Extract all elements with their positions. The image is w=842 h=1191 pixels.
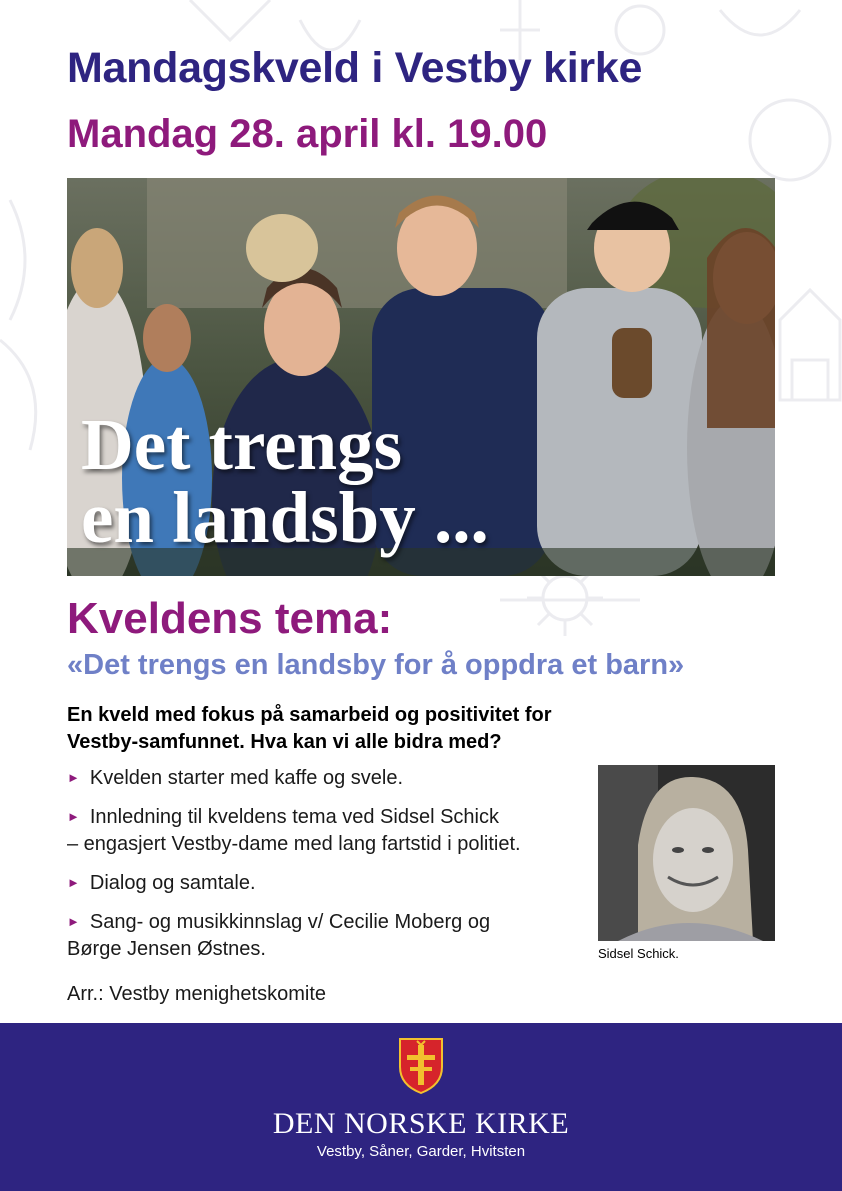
photo-headline-line2: en landsby ... [81, 477, 489, 558]
intro-line2: Vestby-samfunnet. Hva kan vi alle bidra med? [67, 731, 502, 753]
church-cross-shield-icon [398, 1037, 444, 1095]
program-list [67, 764, 587, 974]
hero-photo [67, 178, 775, 576]
church-name: DEN NORSKE KIRKE [272, 1107, 570, 1140]
page-title: Mandagskveld i Vestby kirke [67, 44, 643, 92]
list-item: ► Dialog og samtale. [67, 872, 256, 894]
theme-heading: Kveldens tema: [67, 594, 393, 643]
speaker-portrait [598, 765, 775, 941]
portrait-illustration [598, 765, 775, 941]
triangle-right-icon: ► [67, 875, 80, 890]
event-date-time: Mandag 28. april kl. 19.00 [67, 112, 548, 156]
organizer-text: Arr.: Vestby menighetskomite [67, 983, 327, 1005]
intro-line1: En kveld med fokus på samarbeid og positivitet for [67, 704, 552, 726]
footer-banner [0, 1023, 842, 1191]
photo-headline-line1: Det trengs [81, 404, 402, 485]
intro-text [67, 702, 707, 756]
parish-list: Vestby, Såner, Garder, Hvitsten [316, 1143, 526, 1160]
photo-headline [81, 404, 489, 558]
list-item: ► Sang- og musikkinnslag v/ Cecilie Moberg og Børge Jensen Østnes. [67, 911, 491, 960]
theme-quote: «Det trengs en landsby for å oppdra et barn» [67, 649, 685, 681]
triangle-right-icon: ► [67, 914, 80, 929]
list-item: ► Kvelden starter med kaffe og svele. [67, 767, 404, 789]
triangle-right-icon: ► [67, 770, 80, 785]
portrait-caption: Sidsel Schick. [598, 946, 679, 961]
triangle-right-icon: ► [67, 809, 80, 824]
list-item: ► Innledning til kveldens tema ved Sidsel Schick – engasjert Vestby-dame med lang fartstid i politiet. [67, 806, 521, 855]
